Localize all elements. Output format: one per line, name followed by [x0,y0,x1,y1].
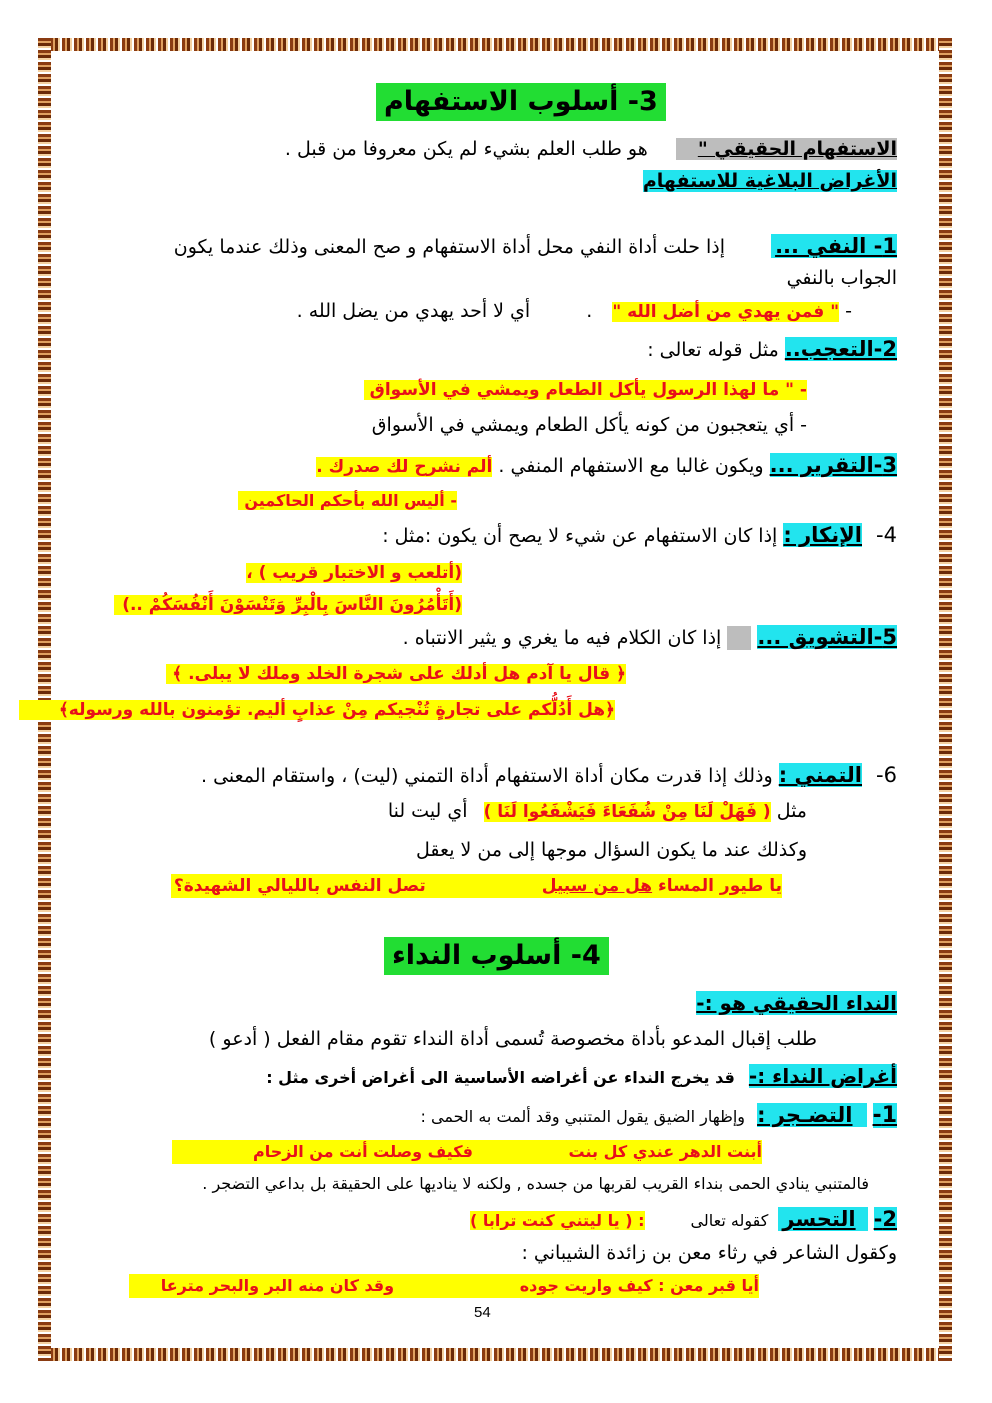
nida-real-definition: طلب إقبال المدعو بأداة مخصوصة تُسمى أداة النداء تقوم مقام الفعل ( أدعو ) [208,1028,817,1050]
taajjub-text: مثل قوله تعالى : [647,339,779,361]
section-3-title: 3- أسلوب الاستفهام [376,83,666,121]
tashwiq-gray-mark [727,626,751,650]
taajjub-line [647,337,897,362]
tamanni-line [201,763,897,788]
tamanni-label: التمني : [778,763,862,787]
tadajjur-num: 1- [872,1103,897,1128]
verse-part-c: تصل النفس بالليالي الشهيدة؟ [173,876,426,896]
tashwiq-example-1: ﴿ قال يا آدم هل أدلك على شجرة الخلد وملك لا يبلى. ﴾ [166,664,626,684]
shaer-verse [129,1274,759,1298]
tamanni-verse [171,874,782,898]
inkar-line [382,523,897,548]
nida-purposes-label: أغراض النداء :- [748,1064,897,1088]
tadajjur-text: وإظهار الضيق يقول المتنبي وقد ألمت به الحمى : [420,1107,746,1126]
page-number: 54 [474,1304,491,1321]
verse-part-a: يا طيور المساء [658,876,782,896]
tamanni-text: وذلك إذا قدرت مكان أداة الاستفهام أداة التمني (ليت) ، واستقام المعنى . [200,765,773,787]
tadajjur-verse-line [172,1139,762,1164]
tadajjur-verse-a: أبنت الدهر عندي كل بنت [568,1142,762,1161]
taqrir-label: 3-التقرير ... [769,453,897,477]
nafy-text-cont: الجواب بالنفي [786,267,897,289]
shaer-verse-line [129,1273,759,1298]
tahassur-num: 2- [873,1207,897,1231]
nida-purposes-text: قد يخرج النداء عن أغراضه الأساسية الى أغراض أخرى مثل : [266,1068,735,1087]
tadajjur-explain: فالمتنبي ينادي الحمى بنداء القريب لقربها من جسده , ولكنه لا يناديها على الحقيقة بل بداعي التضجر . [202,1174,869,1193]
inkar-example-1-line [246,560,462,585]
tahassur-text: كقوله تعالى [690,1211,769,1230]
real-interrogation-definition: هو طلب العلم بشيء لم يكن معروفا من قبل . [284,138,648,160]
inkar-num: 4- [876,523,897,547]
tashwiq-example-2: ﴿هل أَدُلُّكم على تجارةٍ تُنْجيكم مِنْ عذابٍ أليم. تؤمنون بالله ورسوله﴾ [19,700,615,720]
shaer-verse-b: وقد كان منه البر والبحر مترعا [160,1276,395,1295]
taajjub-label: 2-التعجب.. [784,337,897,361]
tamanni-num: 6- [876,763,897,787]
taqrir-example-1: ألم نشرح لك صدرك . [316,457,493,477]
page-border-bottom [38,1348,952,1361]
tamanni-verse-line [171,873,782,898]
inkar-example-2-line [114,592,462,617]
section-4-title: 4- أسلوب النداء [384,937,609,975]
tadajjur-verse-b: فكيف وصلت أنت من الزحام [253,1142,473,1161]
tadajjur-verse [172,1140,762,1164]
shaer-verse-a: أيا قبر معن : كيف واريت جوده [519,1276,759,1295]
inkar-label: الإنكار : [783,523,862,547]
nafy-example-line [297,299,852,324]
verse-part-b: هل من سبيل [541,876,653,896]
inkar-example-1: (أتلعب و الاختبار قريب ) ، [246,563,462,583]
nida-purposes-line [266,1064,897,1090]
tamanni-explain: أي ليت لنا [387,800,468,822]
nida-real-label: النداء الحقيقي هو :- [696,991,897,1015]
nafy-dot: . [586,300,593,322]
tahassur-line [470,1207,897,1233]
taqrir-line [316,453,897,479]
purposes-heading: الأغراض البلاغية للاستفهام [642,170,897,192]
nafy-example: " فمن يهدي من أضل الله " [612,302,840,322]
shaer-text: وكقول الشاعر في رثاء معن بن زائدة الشيباني : [521,1242,897,1264]
tahassur-example: : ( يا ليتني كنت ترابا ) [470,1211,645,1230]
nafy-line [174,234,897,259]
nafy-dash: - [845,300,852,322]
tadajjur-label: التضـجر : [757,1103,866,1127]
tahassur-label: التحسر [778,1207,867,1231]
tamanni-example: ( فَهَلْ لَنَا مِنْ شُفَعَاءَ فَيَشْفَعُوا لَنَا ) [483,802,771,822]
taqrir-text: ويكون غالبا مع الاستفهام المنفي . [498,455,764,477]
tashwiq-line [403,625,897,650]
purposes-heading-line [643,169,897,193]
tashwiq-label: 5-التشويق ... [757,625,897,649]
tadajjur-line [421,1103,897,1129]
nafy-text: إذا حلت أداة النفي محل أداة الاستفهام و صح المعنى وذلك عندما يكون [173,236,726,258]
taajjub-explain: - أي يتعجبون من كونه يأكل الطعام ويمشي في الأسواق [371,414,807,436]
real-interrogation-line [285,137,897,161]
nafy-explain: أي لا أحد يهدي من يضل الله . [296,300,531,322]
page-border-top [38,38,952,51]
tashwiq-example-2-line [19,697,615,722]
tamanni-also: وكذلك عند ما يكون السؤال موجها إلى من لا يعقل [416,839,807,861]
taajjub-example: - " ما لهذا الرسول يأكل الطعام ويمشي في الأسواق [364,380,807,400]
tamanni-mithl: مثل [776,800,807,822]
taqrir-example-2-line [238,488,457,513]
inkar-text: إذا كان الاستفهام عن شيء لا يصح أن يكون :مثل : [382,525,778,547]
taajjub-example-line [364,377,807,402]
real-interrogation-label: الاستفهام الحقيقي " [676,138,897,160]
tashwiq-example-1-line [166,661,626,686]
tashwiq-text: إذا كان الكلام فيه ما يغري و يثير الانتباه . [402,627,722,649]
taqrir-example-2: - أليس الله بأحكم الحاكمين [238,491,457,510]
inkar-example-2: (أَتَأْمُرُونَ النَّاسَ بِالْبِرِّ وَتَنْسَوْنَ أَنْفُسَكُمْ ..) [114,595,462,615]
nida-real-line [696,991,897,1016]
page-border-right [939,38,952,1361]
tamanni-example-line [388,799,807,824]
nafy-label: 1- النفي ... [771,234,897,258]
